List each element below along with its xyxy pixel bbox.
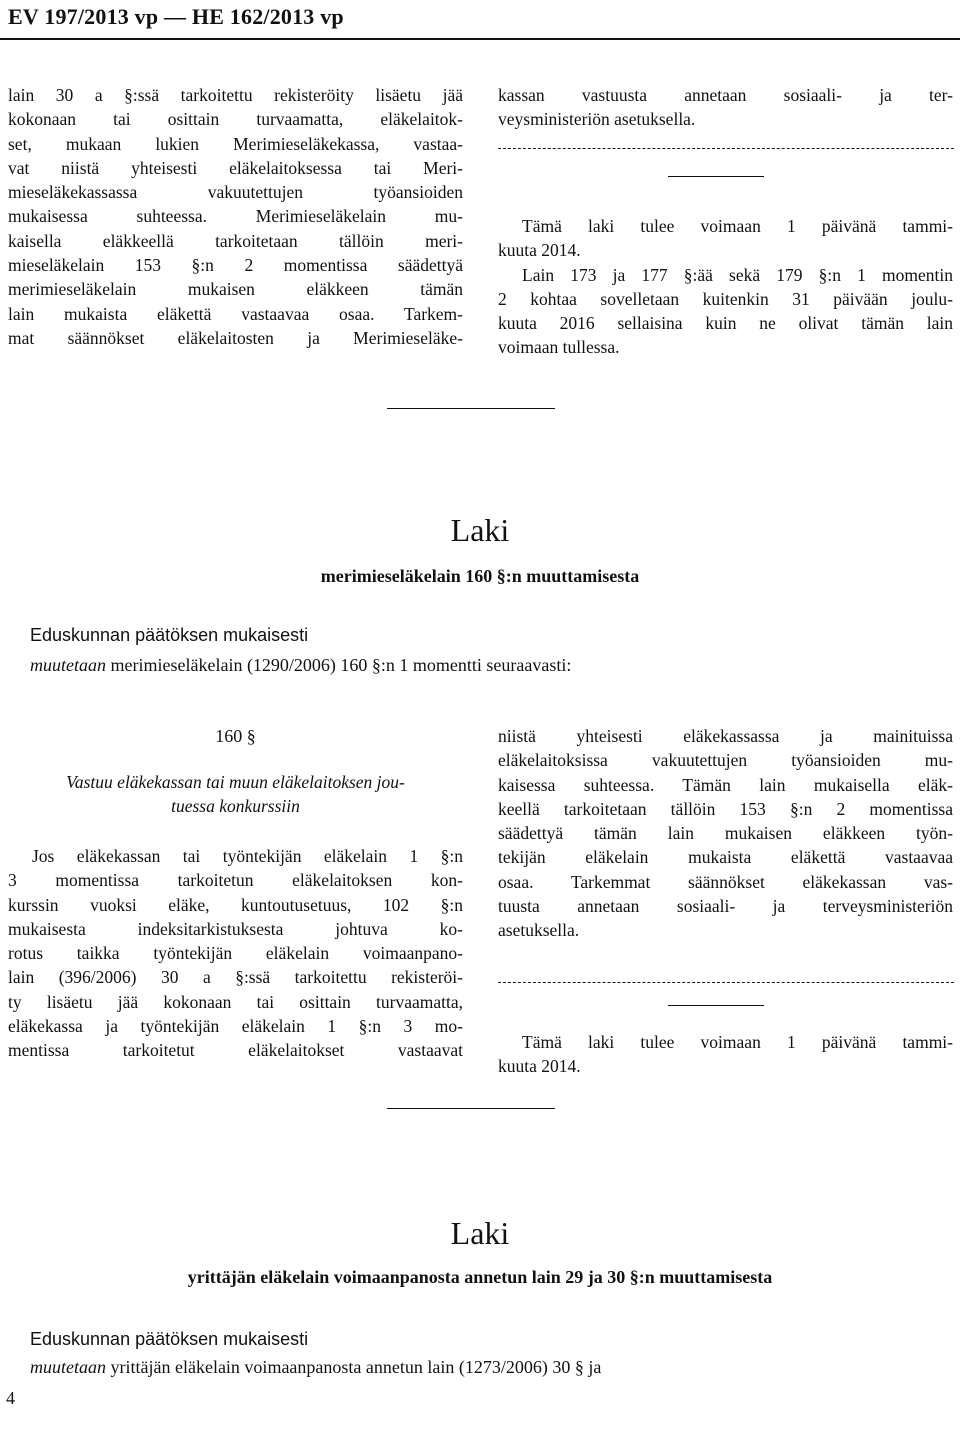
text-line: mentissa tarkoitetut eläkelaitokset vastaavat <box>8 1040 463 1061</box>
text-line: säädettyä tämän lain mukaisen eläkkeen työn- <box>498 823 953 844</box>
law1-preamble-line2 <box>30 652 571 679</box>
block1-left-column <box>8 83 463 350</box>
text-line: lain (396/2006) 30 a §:ssä tarkoitettu rekisteröi- <box>8 967 463 988</box>
text-line: eläkekassa ja työntekijän eläkelain 1 §:n 3 mo- <box>8 1016 463 1037</box>
text-line: rotus taikka työntekijän eläkelain voimaanpano- <box>8 943 463 964</box>
law1-separator-rule <box>387 1108 555 1109</box>
text-line: Vastuu eläkekassan tai muun eläkelaitoksen jou- <box>66 772 405 792</box>
text-line: 2 kohtaa sovelletaan kuitenkin 31 päivään joulu- <box>498 288 953 309</box>
text-line: veysministeriön asetuksella. <box>498 109 696 130</box>
law2-title: Laki <box>450 1215 510 1251</box>
text-line: kuuta 2016 sellaisina kuin ne olivat tämän lain <box>498 313 953 334</box>
text-line: Lain 173 ja 177 §:ää sekä 179 §:n 1 momentin <box>522 264 953 285</box>
law1-title: Laki <box>450 512 510 548</box>
text-line: kokonaan tai osittain turvaamatta, eläkelaitok- <box>8 109 463 130</box>
text-line: mukaisesta indeksitarkistuksesta johtuva ko- <box>8 918 463 939</box>
text-line: niistä yhteisesti eläkekassassa ja mainituissa <box>498 726 953 746</box>
law2-preamble-line1: Eduskunnan päätöksen mukaisesti <box>30 1329 309 1349</box>
law2-preamble-line2 <box>30 1354 601 1381</box>
law1-preamble-verb: muutetaan <box>30 655 106 675</box>
text-line: asetuksella. <box>498 920 580 941</box>
text-line: kaisella eläkkeellä tarkoitetaan tällöin meri- <box>8 230 463 251</box>
block1-right-column-bottom <box>498 214 953 360</box>
text-line: mieseläkelain 153 §:n 2 momentissa säädettyä <box>8 255 463 276</box>
text-line: lain 30 a §:ssä tarkoitettu rekisteröity lisäetu jää <box>8 85 463 105</box>
law1-preamble-text: merimieseläkelain (1290/2006) 160 §:n 1 momentti seuraavasti: <box>106 655 572 675</box>
block1-right-column-top <box>498 83 953 132</box>
text-line: osaa. Tarkemmat säännökset eläkekassan vas- <box>498 871 953 892</box>
header-rule <box>0 38 960 40</box>
law2-subtitle: yrittäjän eläkelain voimaanpanosta annetun lain 29 ja 30 §:n muuttamisesta <box>187 1267 773 1287</box>
law2-preamble-verb: muutetaan <box>30 1357 106 1377</box>
text-line: kassan vastuusta annetaan sosiaali- ja ter- <box>498 85 953 105</box>
text-line: 3 momentissa tarkoitetun eläkelaitoksen kon- <box>8 870 463 891</box>
law-separator-rule <box>387 408 555 409</box>
text-line: mat säännökset eläkelaitosten ja Merimieseläke- <box>8 327 463 348</box>
section-end-dashes <box>498 148 954 149</box>
text-line: lain mukaista eläkettä vastaavaa osaa. Tarkem- <box>8 303 463 324</box>
text-line: keellä tarkoitetaan tällöin 153 §:n 2 momentissa <box>498 798 953 819</box>
text-line: voimaan tullessa. <box>498 337 620 358</box>
text-line: kurssin vuoksi eläke, kuntoutusetuus, 102 §:n <box>8 894 463 915</box>
law1-end-dashes <box>498 982 954 983</box>
text-line: vat niistä yhteisesti eläkelaitoksessa tai Meri- <box>8 157 463 178</box>
law1-section-number: 160 § <box>215 726 256 746</box>
text-line: Tämä laki tulee voimaan 1 päivänä tammi- <box>522 216 953 236</box>
text-line: mukaisessa suhteessa. Merimieseläkelain mu- <box>8 206 463 227</box>
document-header: EV 197/2013 vp — HE 162/2013 vp <box>8 4 344 29</box>
law1-right-column-top <box>498 724 953 943</box>
text-line: tekijän eläkelain mukaista eläkettä vastaavaa <box>498 847 953 868</box>
text-line: tuessa konkurssiin <box>171 796 300 817</box>
text-line: Tämä laki tulee voimaan 1 päivänä tammi- <box>522 1032 953 1052</box>
text-line: ty lisäetu jää kokonaan tai osittain turvaamatta, <box>8 991 463 1012</box>
page-number: 4 <box>6 1388 15 1408</box>
section-end-short-rule <box>668 176 764 177</box>
text-line: mieseläkekassassa vakuutettujen työansioiden <box>8 182 463 203</box>
text-line: merimieseläkelain mukaisen eläkkeen tämän <box>8 279 463 300</box>
law1-end-short-rule <box>668 1005 764 1006</box>
text-line: eläkelaitoksissa vakuutettujen työansioiden mu- <box>498 750 953 771</box>
law1-left-column <box>8 844 463 1063</box>
text-line: kuuta 2014. <box>498 1056 581 1077</box>
text-line: Jos eläkekassan tai työntekijän eläkelain 1 §:n <box>32 846 463 866</box>
law1-section-heading <box>8 770 463 819</box>
text-line: tuusta annetaan sosiaali- ja terveysministeriön <box>498 896 953 917</box>
text-line: set, mukaan lukien Merimieseläkekassa, vastaa- <box>8 133 463 154</box>
text-line: kaisessa suhteessa. Tämän lain mukaisella eläk- <box>498 774 953 795</box>
law2-preamble-text: yrittäjän eläkelain voimaanpanosta annetun lain (1273/2006) 30 § ja <box>106 1357 602 1377</box>
law1-preamble-line1: Eduskunnan päätöksen mukaisesti <box>30 625 309 645</box>
text-line: kuuta 2014. <box>498 240 581 261</box>
law1-right-column-bottom <box>498 1030 953 1079</box>
law1-subtitle: merimieseläkelain 160 §:n muuttamisesta <box>320 566 640 586</box>
